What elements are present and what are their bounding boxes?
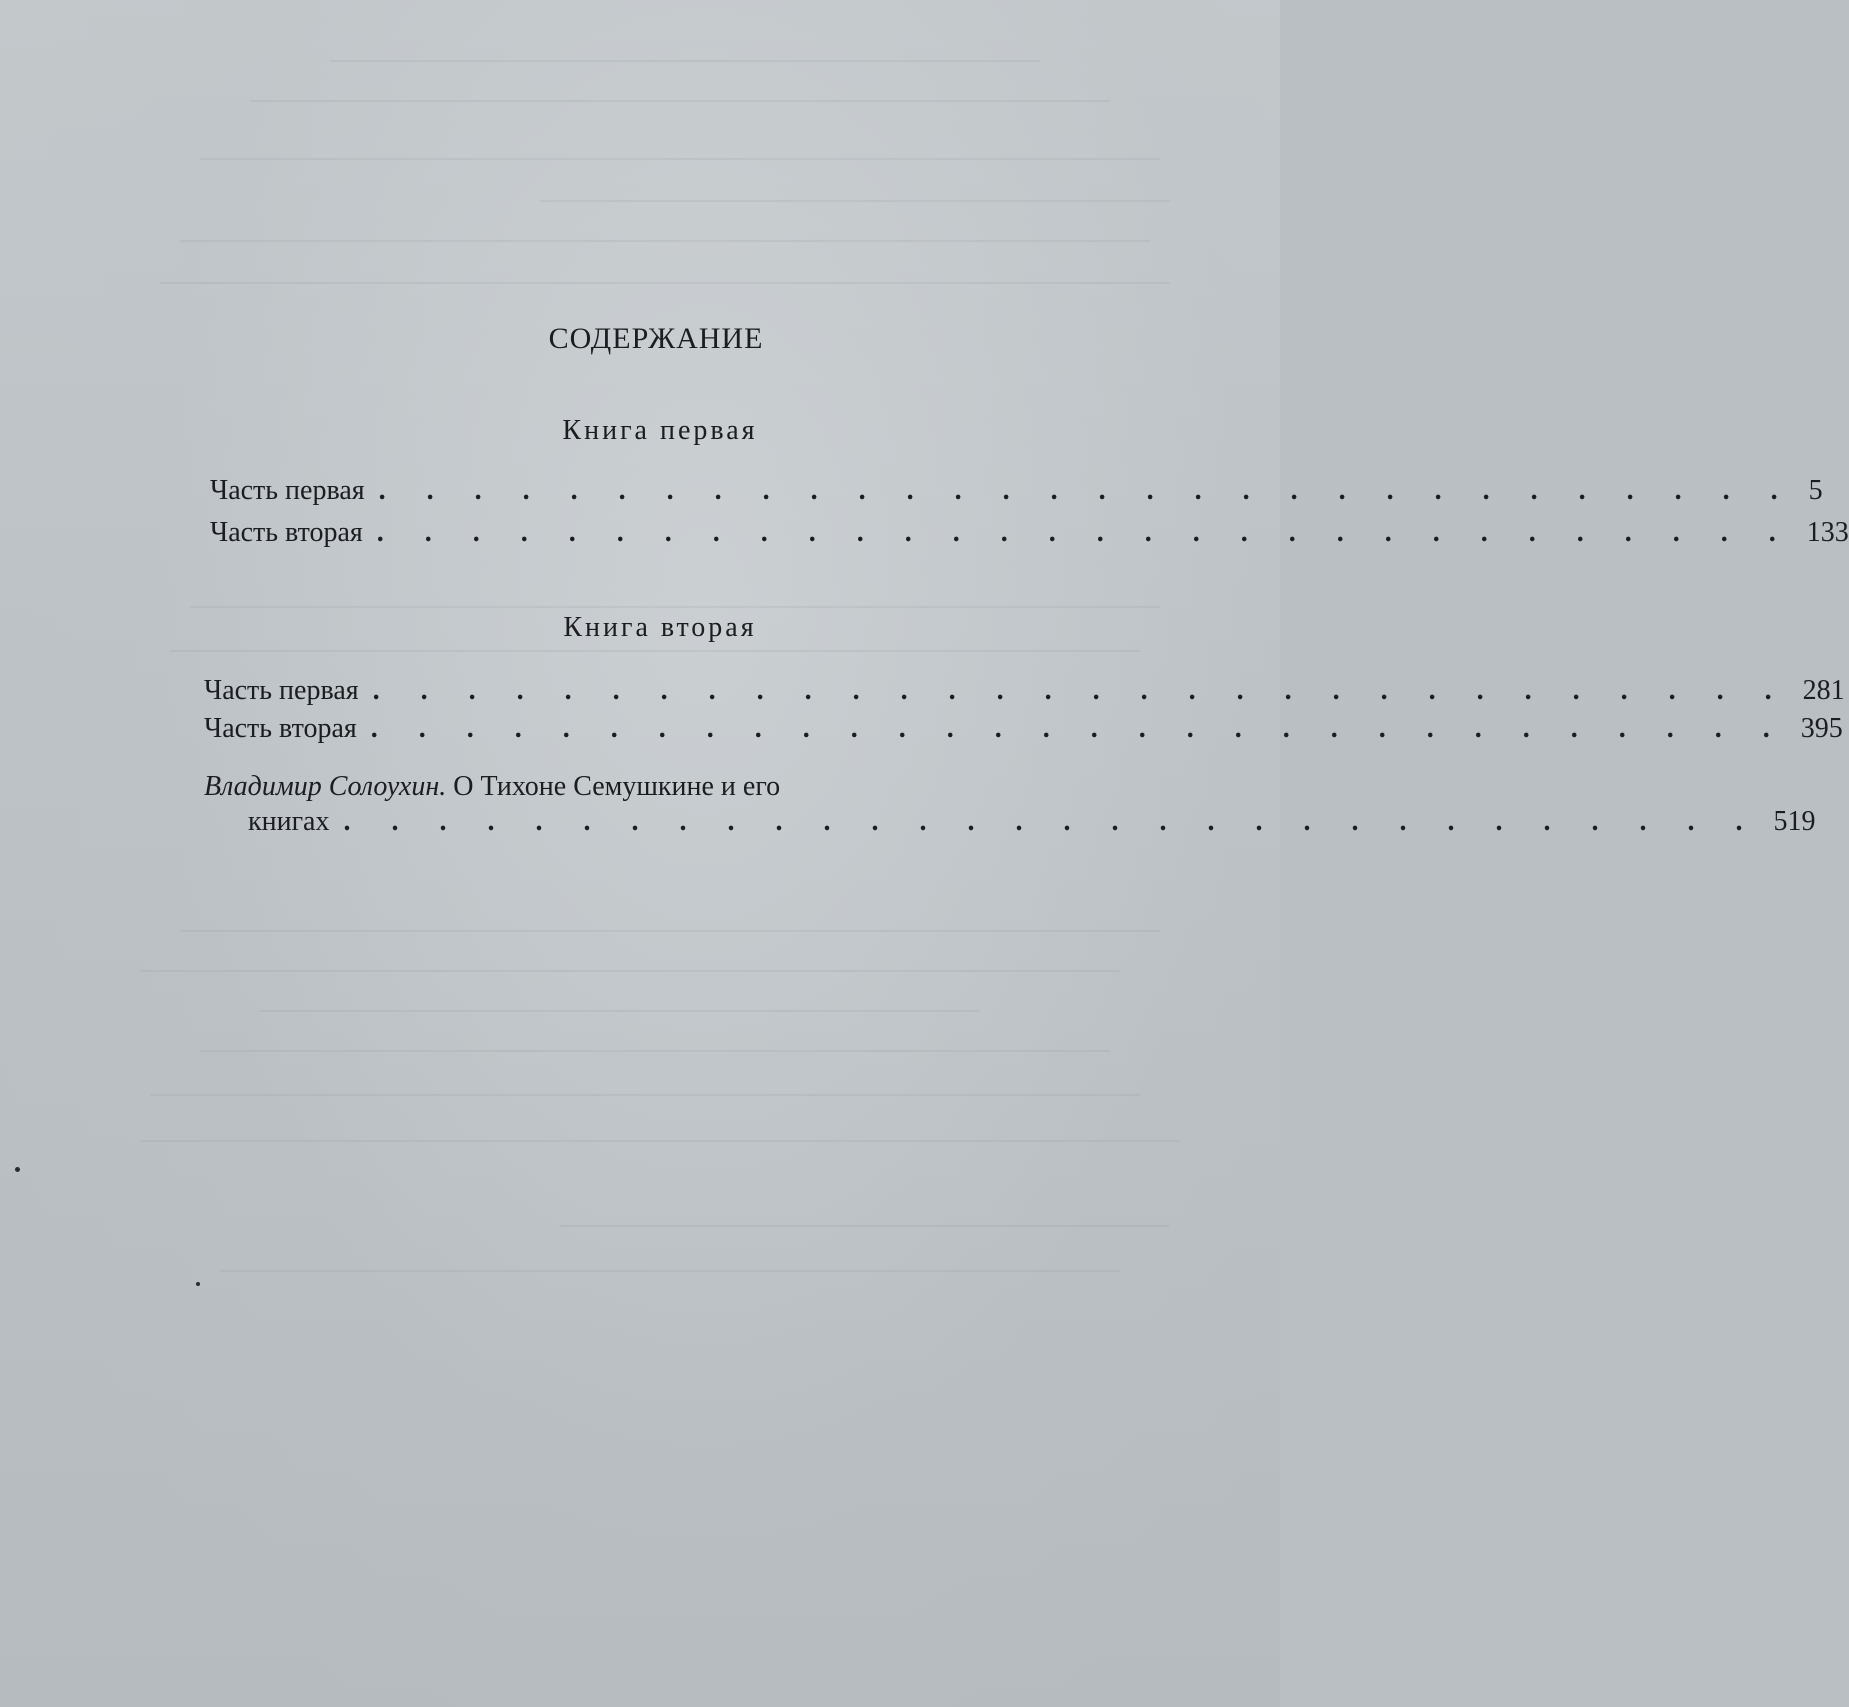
contents-title: СОДЕРЖАНИЕ	[548, 322, 764, 355]
bleed-through-line	[180, 930, 1160, 932]
toc-page-number: 395	[1800, 713, 1843, 744]
bleed-through-line	[140, 1140, 1180, 1142]
toc-leader-dots: . . . . . . . . . . . . . . . . . . . . . . . . . . . . . .	[372, 675, 1789, 706]
toc-page-number: 281	[1802, 675, 1845, 706]
toc-leader-dots: . . . . . . . . . . . . . . . . . . . . . . . . . . . . . .	[378, 475, 1795, 506]
toc-entry[interactable]	[210, 515, 1849, 551]
toc-entry-label: Часть первая	[210, 475, 365, 506]
toc-page-number: 133	[1806, 517, 1849, 548]
bleed-through-line	[190, 606, 1160, 608]
essay-entry-line[interactable]	[204, 769, 780, 805]
paper-speck	[196, 1282, 200, 1286]
bleed-through-line	[150, 1094, 1140, 1096]
bleed-through-line	[330, 60, 1040, 62]
bleed-through-line	[220, 1270, 1120, 1272]
toc-entry[interactable]	[210, 473, 1823, 509]
essay-title-part1: О Тихоне Семушкине и его	[453, 771, 781, 802]
bleed-through-line	[540, 200, 1170, 202]
bleed-through-line	[180, 240, 1150, 242]
bleed-through-line	[260, 1010, 980, 1012]
toc-leader-dots: . . . . . . . . . . . . . . . . . . . . . . . . . . . . . .	[343, 806, 1760, 837]
toc-entry[interactable]	[248, 804, 1816, 840]
bleed-through-line	[160, 282, 1170, 284]
toc-entry[interactable]	[204, 711, 1843, 747]
bleed-through-line	[200, 1050, 1110, 1052]
book-two-heading: Книга вторая	[563, 612, 757, 643]
toc-entry-label: Часть вторая	[210, 517, 363, 548]
bleed-through-line	[140, 970, 1120, 972]
bleed-through-line	[250, 100, 1110, 102]
toc-entry-label: Часть вторая	[204, 713, 357, 744]
bleed-through-line	[170, 650, 1140, 652]
toc-leader-dots: . . . . . . . . . . . . . . . . . . . . . . . . . . . . . .	[376, 517, 1793, 548]
toc-leader-dots: . . . . . . . . . . . . . . . . . . . . . . . . . . . . . .	[370, 713, 1787, 744]
toc-page-number: 5	[1808, 475, 1823, 506]
toc-entry[interactable]	[204, 673, 1845, 709]
bleed-through-line	[560, 1225, 1170, 1227]
paper-speck	[15, 1167, 20, 1172]
essay-author: Владимир Солоухин.	[204, 771, 447, 802]
essay-title-part2: книгах	[248, 806, 330, 837]
book-one-heading: Книга первая	[562, 415, 758, 446]
toc-entry-label: Часть первая	[204, 675, 359, 706]
bleed-through-line	[200, 158, 1160, 160]
toc-page-number: 519	[1773, 806, 1816, 837]
